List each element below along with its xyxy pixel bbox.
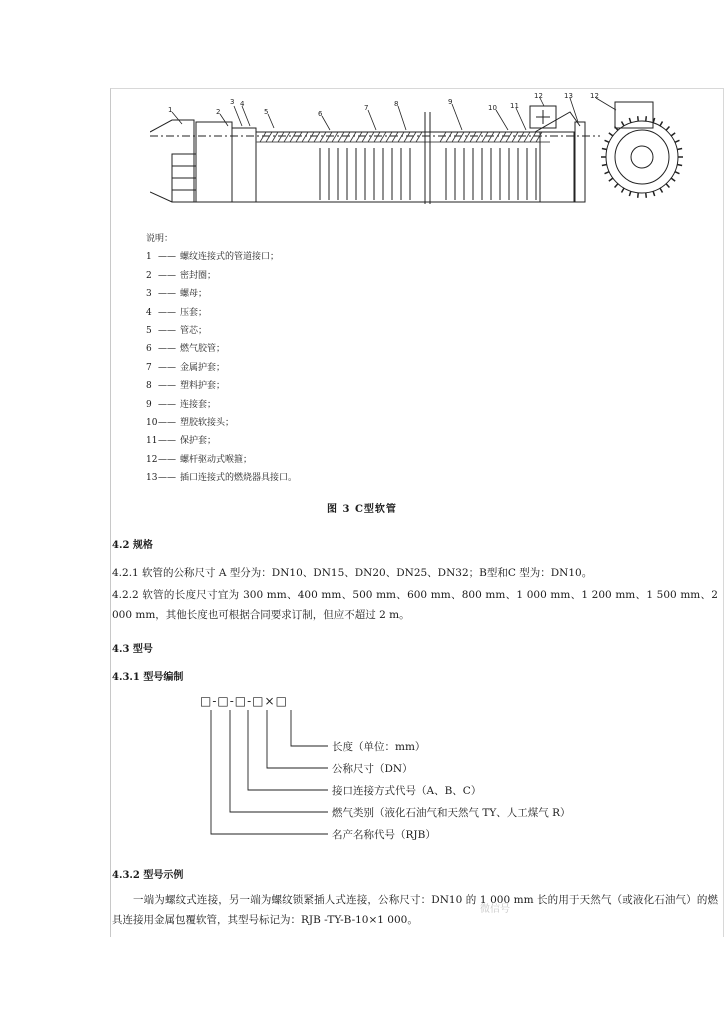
paragraph-4-2-1: 4.2.1 软管的公称尺寸 A 型分为：DN10、DN15、DN20、DN25、DN32；B型和C 型为：DN10。 (112, 567, 593, 579)
legend-item-text: 压套； (180, 307, 208, 318)
callout: 10 (488, 104, 497, 112)
hose-hatch (302, 132, 308, 142)
gear-tooth (646, 116, 647, 121)
hose-hatch (374, 132, 380, 142)
legend-item-text: 塑料护套； (180, 381, 226, 392)
legend-dash: —— (158, 252, 176, 263)
gear-tooth (602, 148, 607, 149)
hose-hatch (518, 132, 524, 142)
callout: 1 (168, 106, 173, 114)
callout: 13 (564, 92, 573, 100)
legend-item-number: 11 (146, 436, 158, 447)
callout: 4 (240, 100, 245, 108)
code-label-product-code: 名产名称代号（RJB） (332, 829, 436, 841)
hose-hatch (308, 132, 314, 142)
gear-tooth (653, 191, 655, 196)
hose-hatch (362, 132, 368, 142)
hose-hatch (356, 132, 362, 142)
hose-hatch (524, 132, 530, 142)
legend-item (146, 414, 297, 432)
legend-item-number: 6 (146, 344, 152, 355)
legend-dash: —— (158, 418, 176, 429)
legend-item (146, 451, 297, 469)
legend-item-text: 螺纹连接式的管道接口； (180, 252, 280, 263)
gear-tooth (605, 140, 610, 142)
gear-tooth (615, 184, 618, 188)
callout: 2 (216, 108, 221, 116)
hose-hatch (368, 132, 374, 142)
figure-caption: 图 3 C型软管 (327, 504, 397, 515)
hose-hatch (536, 132, 542, 142)
hose-hatch (320, 132, 326, 142)
legend-item (146, 469, 297, 487)
legend-item-number: 13 (146, 473, 158, 484)
code-label-gas-type: 燃气类别（液化石油气和天然气 TY、人工煤气 R） (332, 807, 571, 819)
hose-hatch (494, 132, 500, 142)
gear-tooth (605, 172, 610, 174)
hose-hatch (260, 132, 266, 142)
gear-tooth (660, 121, 663, 125)
section-heading-4-3-2: 4.3.2 型号示例 (112, 870, 184, 881)
legend-item-number: 7 (146, 362, 152, 373)
watermark: 微信号 (480, 904, 510, 915)
legend-item-number: 4 (146, 307, 152, 318)
hose-hatch (416, 132, 422, 142)
hose-hatch (266, 132, 272, 142)
model-code-diagram (200, 694, 640, 844)
legend-item-number: 10 (146, 418, 158, 429)
gear-tooth (638, 116, 639, 121)
hose-hatch (464, 132, 470, 142)
legend-item-text: 密封圈； (180, 270, 217, 281)
gear-tooth (602, 164, 607, 165)
legend-dash: —— (158, 473, 176, 484)
legend-item (146, 396, 297, 414)
hose-hatch (446, 132, 452, 142)
gear-tooth (675, 172, 680, 174)
legend-item-number: 12 (146, 454, 158, 465)
legend-item-number: 3 (146, 289, 152, 300)
gear-tooth (622, 121, 625, 125)
legend-dash: —— (158, 326, 176, 337)
legend-item-number: 2 (146, 270, 152, 281)
callout: 8 (394, 100, 399, 108)
legend-item (146, 267, 297, 285)
legend-dash: —— (158, 344, 176, 355)
hose-hatch (344, 132, 350, 142)
legend-item (146, 432, 297, 450)
hose-hatch (350, 132, 356, 142)
hose-hatch (470, 132, 476, 142)
figure-legend (146, 230, 297, 488)
callout: 6 (318, 110, 323, 118)
hose-hatch (338, 132, 344, 142)
legend-item (146, 285, 297, 303)
hose-hatch (500, 132, 506, 142)
paragraph-4-2-2: 4.2.2 软管的长度尺寸宜为 300 mm、400 mm、500 mm、600 mm、800 mm、1 000 mm、1 200 mm、1 500 mm、2 000 mm，其他长度也可根据合同要求订制，但应不超过 2 m。 (112, 589, 718, 621)
legend-item-text: 燃气胶管； (180, 344, 226, 355)
gear-tooth (666, 127, 669, 131)
hose-hatch (506, 132, 512, 142)
callout: 5 (264, 108, 269, 116)
hose-hatch (326, 132, 332, 142)
hose-hatch (314, 132, 320, 142)
callout: 12 (590, 92, 599, 100)
legend-dash: —— (158, 454, 176, 465)
legend-dash: —— (158, 399, 176, 410)
code-label-length: 长度（单位：mm） (332, 741, 426, 753)
gear-tooth (666, 184, 669, 188)
legend-item (146, 359, 297, 377)
callout: 11 (510, 102, 519, 110)
gear-tooth (646, 193, 647, 198)
hose-hatch (452, 132, 458, 142)
callout: 12 (534, 92, 543, 100)
paragraph-4-3-2: 一端为螺纹式连接，另一端为螺纹锁紧插人式连接，公称尺寸：DN10 的 1 000 mm 长的用于天然气（或液化石油气）的燃具连接用金属包覆软管，其型号标记为：RJB -TY-B-10×1 000。 (112, 894, 718, 926)
hose-hatch (512, 132, 518, 142)
hose-hatch (488, 132, 494, 142)
legend-item-number: 9 (146, 399, 152, 410)
gear-tooth (609, 178, 613, 181)
legend-item-text: 连接套； (180, 399, 217, 410)
hose-hatch (530, 132, 536, 142)
hose-hatch (398, 132, 404, 142)
hose-hatch (386, 132, 392, 142)
hose-hatch (332, 132, 338, 142)
hose-figure (150, 92, 690, 212)
legend-item (146, 304, 297, 322)
legend-dash: —— (158, 381, 176, 392)
hose-hatch (278, 132, 284, 142)
gear-tooth (638, 193, 639, 198)
hose-hatch (296, 132, 302, 142)
hose-hatch (482, 132, 488, 142)
legend-item (146, 377, 297, 395)
callout: 9 (448, 98, 453, 106)
hose-hatch (458, 132, 464, 142)
hose-hatch (284, 132, 290, 142)
callout: 3 (230, 98, 235, 106)
hose-hatch (410, 132, 416, 142)
legend-item-text: 螺杆驱动式喉箍； (180, 454, 253, 465)
callout: 7 (364, 104, 369, 112)
legend-item-text: 塑胶软接头； (180, 418, 235, 429)
gear-tooth (677, 148, 682, 149)
hose-hatch (272, 132, 278, 142)
hose-hatch (380, 132, 386, 142)
gear-tooth (629, 118, 631, 123)
code-label-connection-type: 接口连接方式代号（A、B、C） (332, 785, 482, 797)
code-template: □-□-□-□×□ (200, 694, 288, 708)
section-heading-4-2: 4.2 规格 (112, 540, 153, 551)
legend-dash: —— (158, 289, 176, 300)
legend-item-text: 保护套； (180, 436, 217, 447)
code-label-nominal-size: 公称尺寸（DN） (332, 763, 413, 775)
legend-item (146, 248, 297, 266)
legend-dash: —— (158, 270, 176, 281)
hose-hatch (392, 132, 398, 142)
legend-item (146, 322, 297, 340)
gear-tooth (671, 133, 675, 136)
gear-tooth (622, 188, 625, 192)
hose-hatch (476, 132, 482, 142)
legend-title: 说明： (146, 234, 174, 244)
legend-item (146, 340, 297, 358)
gear-tooth (671, 178, 675, 181)
legend-item-number: 1 (146, 252, 152, 263)
legend-item-text: 管芯； (180, 326, 208, 337)
section-heading-4-3: 4.3 型号 (112, 644, 153, 655)
legend-dash: —— (158, 307, 176, 318)
legend-item-number: 8 (146, 381, 152, 392)
hose-hatch (290, 132, 296, 142)
legend-item-text: 插口连接式的燃烧器具接口。 (180, 473, 298, 484)
legend-dash: —— (158, 362, 176, 373)
gear-tooth (609, 133, 613, 136)
hose-hatch (404, 132, 410, 142)
legend-item-number: 5 (146, 326, 152, 337)
section-heading-4-3-1: 4.3.1 型号编制 (112, 672, 184, 683)
hose-hatch (440, 132, 446, 142)
code-leader-lines (200, 694, 640, 844)
gear-tooth (677, 164, 682, 165)
legend-dash: —— (158, 436, 176, 447)
gear-tooth (629, 191, 631, 196)
legend-item-text: 金属护套； (180, 362, 226, 373)
gear-tooth (660, 188, 663, 192)
gear-tooth (675, 140, 680, 142)
legend-item-text: 螺母； (180, 289, 208, 300)
